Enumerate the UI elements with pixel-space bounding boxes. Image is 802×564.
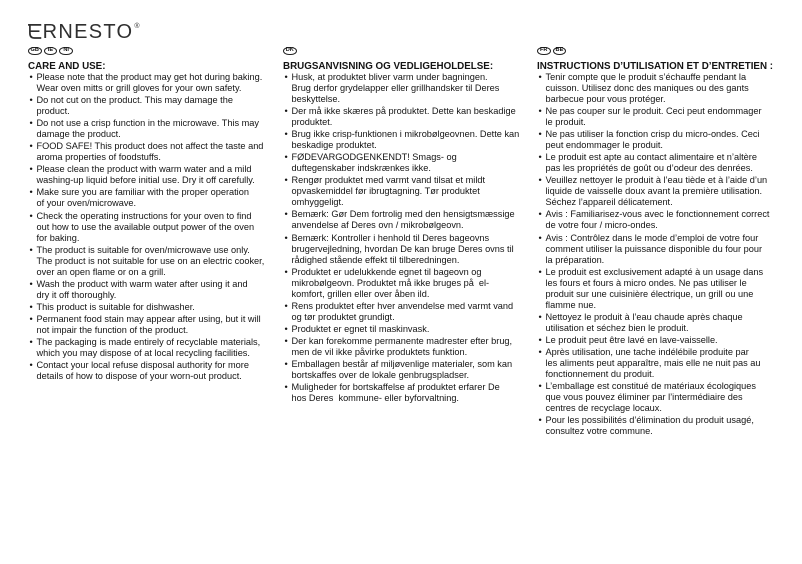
instruction-item: • Avis : Contrôlez dans le mode d’emploi de votre four comment utiliser la puissance disponible du four pour la préparation. [537,233,770,266]
instruction-list [537,72,770,438]
instruction-item: • Do not use a crisp function in the microwave. This may damage the product. [28,118,264,140]
instruction-item: • Make sure you are familiar with the proper operation of your oven/microwave. [28,187,264,209]
language-badge-dk: DK [283,47,297,56]
instruction-item: • FOOD SAFE! This product does not affect the taste and aroma properties of foodstuffs. [28,141,264,163]
language-badge-ie: IE [44,47,58,56]
registered-mark: ® [134,23,140,30]
instruction-item: • This product is suitable for dishwasher. [28,302,264,313]
instruction-item: • L’emballage est constitué de matériaux écologiques que vous pouvez éliminer par l’intermédiaire des centres de recyclage locaux. [537,381,770,414]
instruction-item: • Produktet er egnet til maskinvask. [283,324,519,335]
section-heading: INSTRUCTIONS D’UTILISATION ET D’ENTRETIEN : [537,60,774,72]
language-badge-fr: FR [537,47,551,56]
instruction-item: • Permanent food stain may appear after using, but it will not impair the function of the product. [28,314,264,336]
section-heading: CARE AND USE: [28,60,106,72]
instruction-item: • Pour les possibilités d’élimination du produit usagé, consultez votre commune. [537,415,770,437]
section-french [537,0,782,440]
instruction-item: • Husk, at produktet bliver varm under bagningen. Brug derfor grydelapper eller grillhandsker til Deres beskyttelse. [283,72,519,105]
instruction-item: • The product is suitable for oven/microwave use only. The product is not suitable for use on an electric cooker, over an open flame or on a grill. [28,245,264,278]
instruction-item: • Please clean the product with warm water and a mild washing-up liquid before initial use. Dry it off carefully. [28,164,264,186]
instruction-item: • Tenir compte que le produit s’échauffe pendant la cuisson. Utilisez donc des maniques ou des gants barbecue pour vous protéger. [537,72,770,105]
instruction-item: • Brug ikke crisp-funktionen i mikrobølgeovnen. Dette kan beskadige produktet. [283,129,519,151]
instruction-item: • Do not cut on the product. This may damage the product. [28,95,264,117]
instruction-item: • Veuillez nettoyer le produit à l’eau tiède et à l’aide d’un liquide de vaisselle doux avant la première utilisation. Séchez l’appareil délicatement. [537,175,770,208]
language-badges [283,47,297,56]
instruction-item: • Wash the product with warm water after using it and dry it off thoroughly. [28,279,264,301]
instruction-item: • Rengør produktet med varmt vand tilsat et mildt opvaskemiddel før ibrugtagning. Tør produktet omhyggeligt. [283,175,519,208]
instruction-item: • Nettoyez le produit à l’eau chaude après chaque utilisation et séchez bien le produit. [537,312,770,334]
instruction-item: • Der må ikke skæres på produktet. Dette kan beskadige produktet. [283,106,519,128]
instruction-item: • Check the operating instructions for your oven to find out how to use the available output power of the oven for baking. [28,211,264,244]
instruction-item: • Le produit est apte au contact alimentaire et n’altère pas les propriétés de goût ou d’odeur des denrées. [537,152,770,174]
instruction-item: • Avis : Familiarisez-vous avec le fonctionnement correct de votre four / micro-ondes. [537,209,770,231]
instruction-item: • Emballagen består af miljøvenlige materialer, som kan bortskaffes over de lokale genbrugspladser. [283,359,519,381]
logo-text: ERNESTO [28,21,134,43]
language-badge-be: BE [553,47,567,56]
instruction-item: • Le produit est exclusivement adapté à un usage dans les fours et fours à micro ondes. Ne pas utiliser le produit sur une cuisinière électrique, un grill ou une flamme nue. [537,267,770,311]
instruction-item: • Ne pas couper sur le produit. Ceci peut endommager le produit. [537,106,770,128]
instruction-item: • Please note that the product may get hot during baking. Wear oven mitts or grill gloves for your own safety. [28,72,264,94]
instruction-item: • Der kan forekomme permanente madrester efter brug, men de vil ikke påvirke produktets funktion. [283,336,519,358]
instruction-item: • Ne pas utiliser la fonction crisp du micro-ondes. Ceci peut endommager le produit. [537,129,770,151]
language-badges [28,47,73,56]
section-english [28,0,273,440]
instruction-item: • Après utilisation, une tache indélébile produite par les aliments peut apparaître, mais elle ne nuit pas au fonctionnement du produit. [537,347,770,380]
instruction-list [28,72,264,383]
instruction-item: • Muligheder for bortskaffelse af produktet erfarer De hos Deres kommune- eller byforvaltning. [283,382,519,404]
instruction-item: • Le produit peut être lavé en lave-vaisselle. [537,335,770,346]
instruction-item: • FØDEVARGODGENKENDT! Smags- og duftegenskaber indskrænkes ikke. [283,152,519,174]
section-danish [283,0,528,440]
section-heading: BRUGSANVISNING OG VEDLIGEHOLDELSE: [283,60,494,72]
instruction-item: • Bemærk: Gør Dem fortrolig med den hensigtsmæssige anvendelse af Deres ovn / mikrobølgeovn. [283,209,519,231]
language-badge-gb: GB [28,47,42,56]
language-badges [537,47,566,56]
instruction-list [283,72,519,405]
instruction-item: • The packaging is made entirely of recyclable materials, which you may dispose of at local recycling facilities. [28,337,264,359]
instruction-item: • Produktet er udelukkende egnet til bageovn og mikrobølgeovn. Produktet må ikke bruges på el- komfort, grillen eller over åben ild. [283,267,519,300]
instruction-item: • Contact your local refuse disposal authority for more details of how to dispose of your worn-out product. [28,360,264,382]
instruction-item: • Bemærk: Kontroller i henhold til Deres bageovns brugervejledning, hvordan De kan bruge Deres ovns til rådighed stående effekt til tilberedningen. [283,233,519,266]
language-badge-ni: NI [59,47,73,56]
instruction-item: • Rens produktet efter hver anvendelse med varmt vand og tør produktet grundigt. [283,301,519,323]
